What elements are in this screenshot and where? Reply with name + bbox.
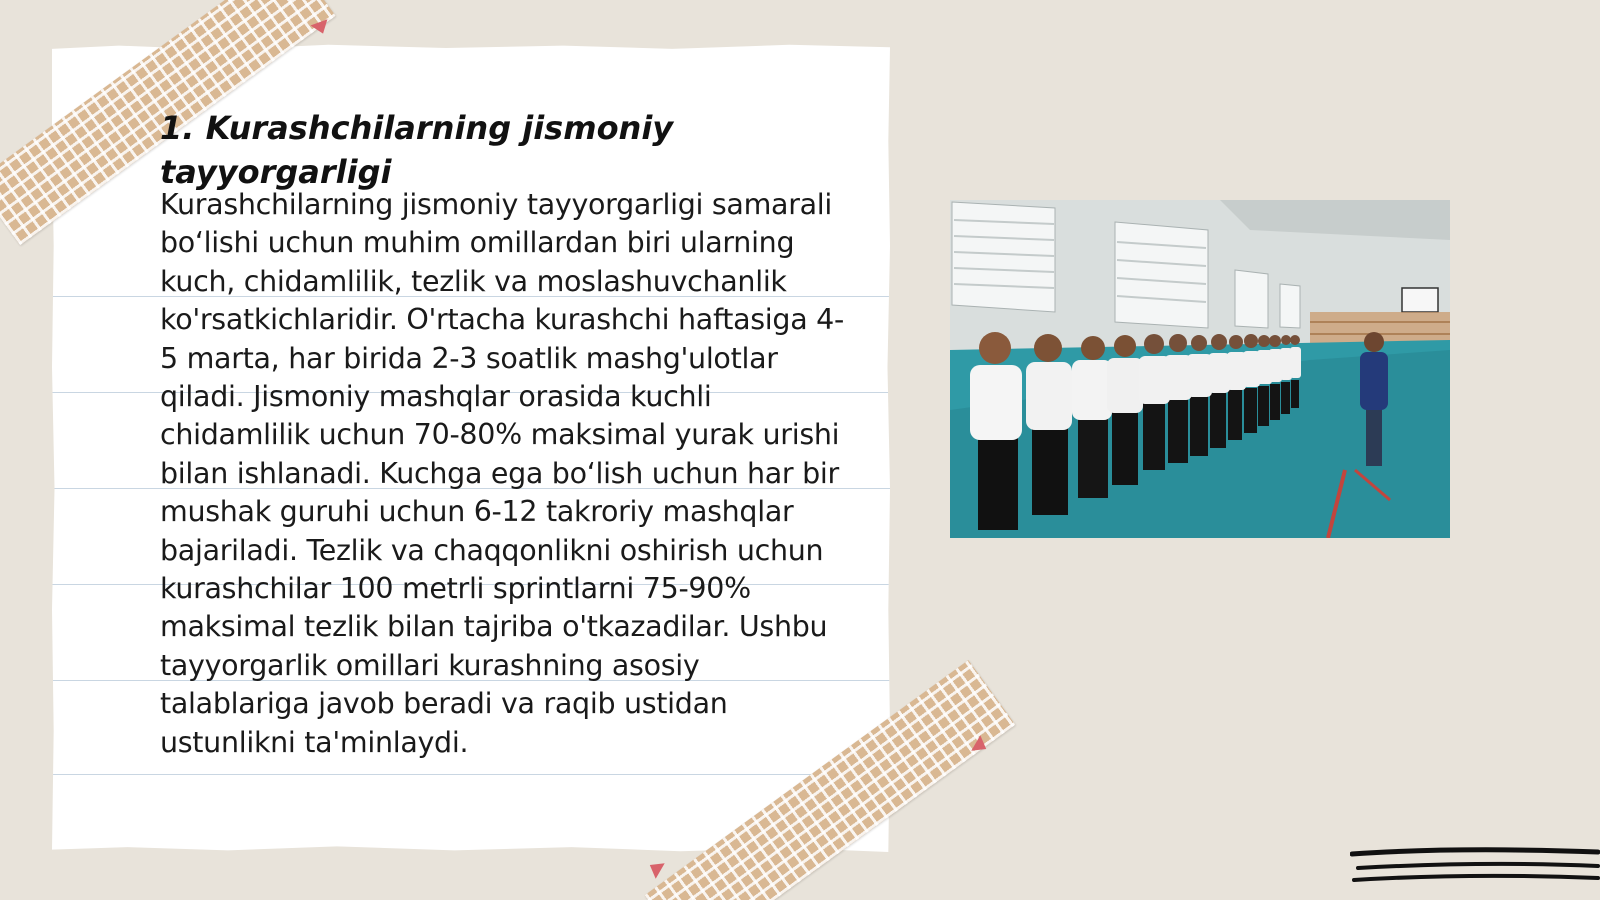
gym-photo <box>950 200 1450 538</box>
scribble-lines-decoration <box>1350 846 1600 896</box>
slide-title: 1. Kurashchilarning jismoniy tayyorgarligi <box>160 109 674 191</box>
slide-body-text: Kurashchilarning jismoniy tayyorgarligi samarali bo‘lishi uchun muhim omillardan biri ularning kuch, chidamlilik, tezlik va moslashuvchanlik ko'rsatkichlaridir. O'rtacha kurashchi haftasiga 4-5 marta, har birida 2-3 soatlik mashg'ulotlar qiladi. Jismoniy mashqlar orasida kuchli chidamlilik uchun 70-80% maksimal yurak urishi bilan ishlanadi. Kuchga ega bo‘lish uchun har bir mushak guruhi uchun 6-12 takroriy mashqlar bajariladi. Tezlik va chaqqonlikni oshirish uchun kurashchilar 100 metrli sprintlarni 75-90% maksimal tezlik bilan tajriba o'tkazadilar. Ushbu tayyorgarlik omillari kurashning asosiy talablariga javob beradi va raqib ustidan ustunlikni ta'minlaydi. <box>160 188 844 759</box>
paper-rule <box>52 774 890 775</box>
gym-photo-illustration <box>950 200 1450 538</box>
tape-tip-decoration <box>645 857 664 879</box>
